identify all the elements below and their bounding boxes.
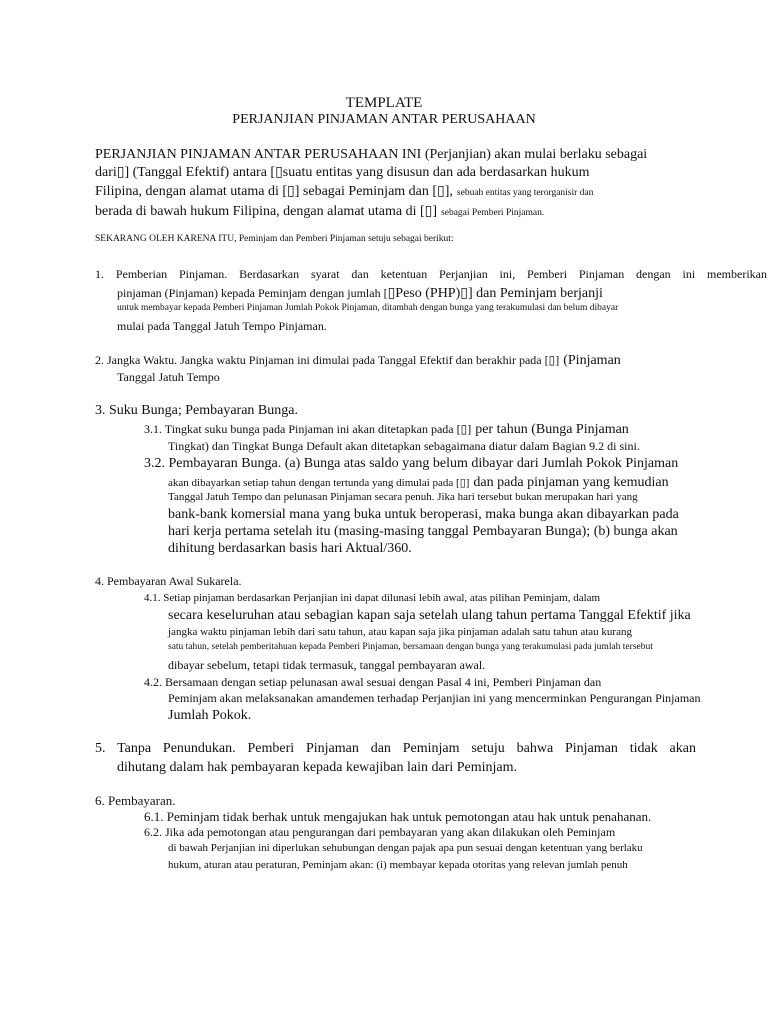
document-title: TEMPLATE	[345, 95, 423, 111]
section-1-line-4: mulai pada Tanggal Jatuh Tempo Pinjaman.	[117, 319, 327, 333]
section-3-2-line-1: 3.2. Pembayaran Bunga. (a) Bunga atas saldo yang belum dibayar dari Jumlah Pokok Pinjaman	[144, 456, 679, 471]
section-3-2-line-6: dihitung berdasarkan basis hari Aktual/360.	[168, 541, 412, 556]
section-4-1-line-3: jangka waktu pinjaman lebih dari satu tahun, atau kapan saja jika pinjaman adalah satu tahun atau kurang	[168, 626, 632, 638]
section-5-line-1: 5. Tanpa Penundukan. Pemberi Pinjaman dan Peminjam setuju bahwa Pinjaman tidak akan	[95, 741, 696, 756]
section-6-2-line-3: hukum, aturan atau peraturan, Peminjam akan: (i) membayar kepada otoritas yang relevan jumlah penuh	[168, 859, 628, 871]
intro-line-3a: Filipina, dengan alamat utama di [▯] sebagai Peminjam dan [▯],	[95, 184, 453, 199]
section-4-1-line-5: dibayar sebelum, tetapi tidak termasuk, tanggal pembayaran awal.	[168, 658, 486, 672]
section-3-1-line-1a: 3.1. Tingkat suku bunga pada Pinjaman ini akan ditetapkan pada [▯]	[144, 422, 472, 436]
section-3-1-line-2: Tingkat) dan Tingkat Bunga Default akan ditetapkan sebagaimana diatur dalam Bagian 9.2 di sini.	[168, 439, 640, 453]
section-6-1-line-1: 6.1. Peminjam tidak berhak untuk mengajukan hak untuk pemotongan atau hak untuk penahanan.	[144, 809, 652, 824]
section-4-1-line-4: satu tahun, setelah pemberitahuan kepada Pemberi Pinjaman, bersamaan dengan bunga yang terakumulasi pada jumlah tersebut	[168, 642, 653, 652]
section-6-2-line-2: di bawah Perjanjian ini diperlukan sehubungan dengan pajak apa pun sesuai dengan ketentuan yang berlaku	[168, 842, 643, 854]
section-2-line-1b: (Pinjaman	[563, 353, 621, 368]
section-3-2-line-5: hari kerja pertama setelah itu (masing-masing tanggal Pembayaran Bunga); (b) bunga akan	[168, 524, 678, 539]
section-1-line-3: untuk membayar kepada Pemberi Pinjaman Jumlah Pokok Pinjaman, ditambah dengan bunga yang terakumulasi dan belum dibayar	[117, 303, 619, 313]
section-2-line-1a: 2. Jangka Waktu. Jangka waktu Pinjaman ini dimulai pada Tanggal Efektif dan berakhir pada [▯]	[95, 353, 560, 367]
section-3-2-line-4: bank-bank komersial mana yang buka untuk beroperasi, maka bunga akan dibayarkan pada	[168, 507, 679, 522]
intro-line-4b: sebagai Pemberi Pinjaman.	[441, 208, 545, 218]
section-1-line-2	[117, 285, 603, 301]
section-4-1-line-2: secara keseluruhan atau sebagian kapan saja setelah ulang tahun pertama Tanggal Efektif jika	[168, 608, 691, 623]
section-1-line-2b: ▯Peso (PHP)▯] dan Peminjam berjanji	[387, 286, 603, 301]
section-3-2-line-2	[168, 474, 669, 490]
section-4-2-line-1: 4.2. Bersamaan dengan setiap pelunasan awal sesuai dengan Pasal 4 ini, Pemberi Pinjaman dan	[144, 675, 602, 689]
section-4-1-line-1: 4.1. Setiap pinjaman berdasarkan Perjanjian ini dapat dilunasi lebih awal, atas pilihan Peminjam, dalam	[144, 592, 601, 604]
section-3-heading: 3. Suku Bunga; Pembayaran Bunga.	[95, 403, 298, 418]
intro-line-3b: sebuah entitas yang terorganisir dan	[456, 188, 594, 198]
intro-line-3	[95, 183, 593, 199]
document-subtitle: PERJANJIAN PINJAMAN ANTAR PERUSAHAAN	[232, 112, 536, 127]
section-2-line-1	[95, 352, 621, 368]
intro-line-4a: berada di bawah hukum Filipina, dengan alamat utama di [▯]	[95, 204, 438, 219]
whereas-clause: SEKARANG OLEH KARENA ITU, Peminjam dan Pemberi Pinjaman setuju sebagai berikut:	[95, 234, 454, 244]
section-3-2-line-2a: akan dibayarkan setiap tahun dengan tertunda yang dimulai pada [▯]	[168, 477, 470, 489]
section-4-heading: 4. Pembayaran Awal Sukarela.	[95, 574, 242, 588]
intro-line-4	[95, 203, 544, 219]
section-2-line-2: Tanggal Jatuh Tempo	[117, 370, 220, 384]
section-6-2-line-1: 6.2. Jika ada pemotongan atau pengurangan dari pembayaran yang akan dilakukan oleh Peminjam	[144, 825, 616, 839]
section-3-2-line-2b: dan pada pinjaman yang kemudian	[473, 475, 669, 490]
intro-line-1: PERJANJIAN PINJAMAN ANTAR PERUSAHAAN INI (Perjanjian) akan mulai berlaku sebagai	[95, 147, 648, 162]
section-1-line-2a: pinjaman (Pinjaman) kepada Peminjam dengan jumlah [	[117, 286, 388, 300]
intro-line-2: dari▯] (Tanggal Efektif) antara [▯suatu entitas yang disusun dan ada berdasarkan hukum	[95, 165, 590, 180]
section-3-1-line-1	[144, 421, 629, 437]
section-3-1-line-1b: per tahun (Bunga Pinjaman	[475, 422, 629, 437]
section-3-2-line-3: Tanggal Jatuh Tempo dan pelunasan Pinjaman secara penuh. Jika hari tersebut bukan merupakan hari yang	[168, 491, 638, 503]
section-6-heading: 6. Pembayaran.	[95, 793, 176, 808]
section-4-2-line-3: Jumlah Pokok.	[168, 708, 252, 723]
section-1-line-1: 1. Pemberian Pinjaman. Berdasarkan syarat dan ketentuan Perjanjian ini, Pemberi Pinjaman dengan ini memberikan	[95, 267, 767, 281]
section-4-2-line-2: Peminjam akan melaksanakan amandemen terhadap Perjanjian ini yang mencerminkan Pengurangan Pinjaman	[168, 691, 701, 705]
section-5-line-2: dihutang dalam hak pembayaran kepada kewajiban lain dari Peminjam.	[117, 760, 518, 775]
